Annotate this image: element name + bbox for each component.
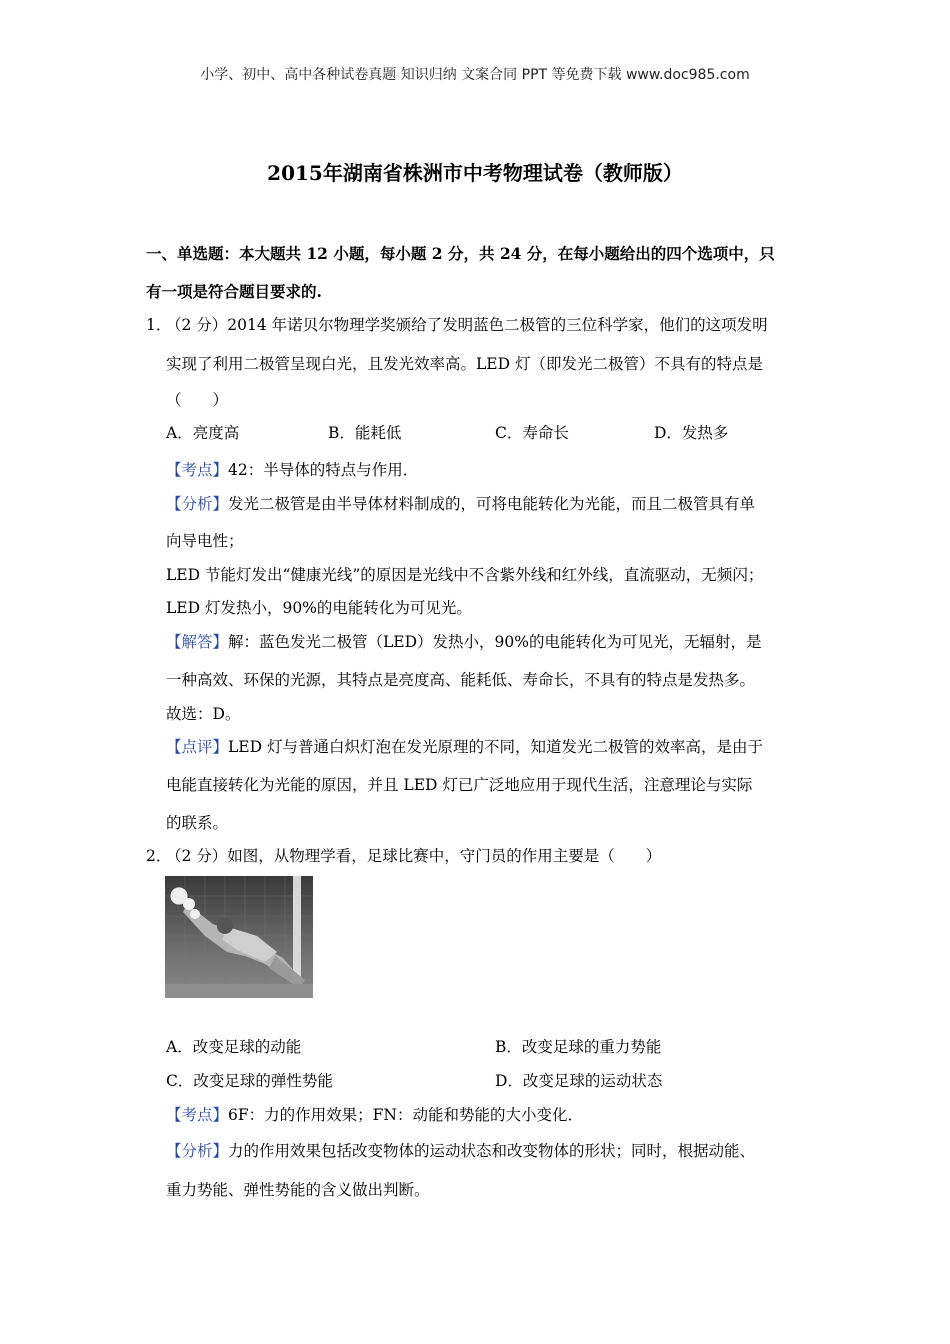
dianping-tag: 【点评】 — [166, 738, 229, 756]
fenxi-tag: 【分析】 — [166, 495, 229, 513]
q1-dianping-line2: 电能直接转化为光能的原因，并且 LED 灯已广泛地应用于现代生活，注意理论与实际 — [166, 776, 753, 794]
q1-fenxi-line2: 向导电性； — [166, 532, 244, 550]
q2-option-b: B．改变足球的重力势能 — [495, 1038, 662, 1056]
fenxi-line1: 力的作用效果包括改变物体的运动状态和改变物体的形状；同时，根据动能、 — [228, 1142, 756, 1160]
q1-option-b: B．能耗低 — [328, 424, 402, 442]
page-title: 2015年湖南省株洲市中考物理试卷（教师版） — [267, 161, 683, 185]
q1-fenxi-line3: LED 节能灯发出“健康光线”的原因是光线中不含紫外线和红外线，直流驱动，无频闪； — [166, 566, 764, 584]
section-heading-line2: 有一项是符合题目要求的. — [146, 282, 322, 301]
q1-fenxi — [166, 494, 755, 514]
q2-option-d: D．改变足球的运动状态 — [495, 1072, 663, 1090]
q2-fenxi-line2: 重力势能、弹性势能的含义做出判断。 — [166, 1181, 430, 1199]
kaodian-text: 42：半导体的特点与作用． — [228, 461, 419, 479]
q2-option-c: C．改变足球的弹性势能 — [166, 1072, 333, 1090]
q1-jieda — [166, 632, 762, 652]
jieda-tag: 【解答】 — [166, 633, 229, 651]
q1-option-d: D．发热多 — [654, 424, 729, 442]
goalkeeper-illustration — [165, 876, 313, 998]
q1-option-c: C．寿命长 — [495, 424, 569, 442]
q2-number: 2． — [146, 847, 172, 865]
q2-stem: （2 分）如图，从物理学看，足球比赛中，守门员的作用主要是（ ） — [166, 847, 662, 865]
q2-option-a: A．改变足球的动能 — [166, 1038, 302, 1056]
fenxi-tag: 【分析】 — [166, 1142, 229, 1160]
dianping-line1: LED 灯与普通白炽灯泡在发光原理的不同，知道发光二极管的效率高，是由于 — [228, 738, 763, 756]
q1-stem-line2: 实现了利用二极管呈现白光，且发光效率高。LED 灯（即发光二极管）不具有的特点是 — [166, 355, 763, 373]
q1-fenxi-line4: LED 灯发热小，90%的电能转化为可见光。 — [166, 599, 472, 617]
q1-kaodian — [166, 460, 418, 480]
fenxi-line1: 发光二极管是由半导体材料制成的，可将电能转化为光能，而且二极管具有单 — [228, 495, 756, 513]
kaodian-tag: 【考点】 — [166, 1106, 229, 1124]
q1-jieda-line3: 故选：D。 — [166, 705, 241, 723]
q2-fenxi — [166, 1141, 755, 1161]
q1-option-a: A．亮度高 — [166, 424, 240, 442]
section-heading-line1: 一、单选题：本大题共 12 小题，每小题 2 分，共 24 分，在每小题给出的四个选项中，只 — [146, 244, 775, 263]
q1-jieda-line2: 一种高效、环保的光源，其特点是亮度高、能耗低、寿命长，不具有的特点是发热多。 — [166, 671, 756, 689]
q1-number: 1． — [146, 316, 172, 334]
goalkeeper-photo — [165, 876, 313, 998]
jieda-line1: 解：蓝色发光二极管（LED）发热小，90%的电能转化为可见光，无辐射，是 — [228, 633, 762, 651]
kaodian-text: 6F：力的作用效果；FN：动能和势能的大小变化． — [228, 1106, 583, 1124]
q1-dianping — [166, 737, 763, 757]
q1-dianping-line3: 的联系。 — [166, 814, 229, 832]
kaodian-tag: 【考点】 — [166, 461, 229, 479]
q1-stem-line1: （2 分）2014 年诺贝尔物理学奖颁给了发明蓝色二极管的三位科学家，他们的这项发明 — [166, 316, 768, 334]
q1-stem-line3: （ ） — [166, 391, 229, 409]
page-header: 小学、初中、高中各种试卷真题 知识归纳 文案合同 PPT 等免费下载 www.doc985.com — [200, 67, 750, 83]
q2-kaodian — [166, 1105, 583, 1125]
